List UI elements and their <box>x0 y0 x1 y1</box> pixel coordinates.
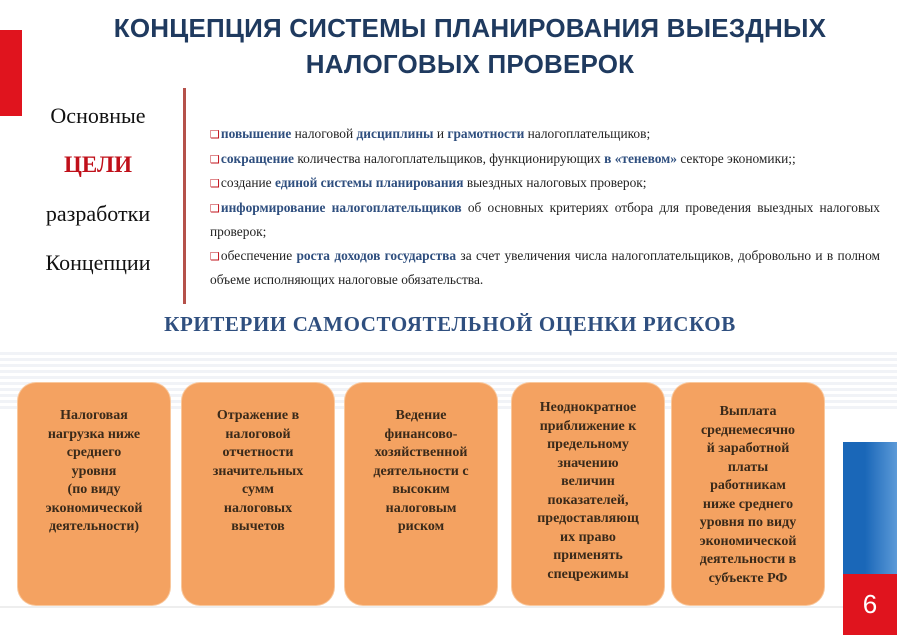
goal-text: обеспечение <box>220 247 297 263</box>
goal-text: создание <box>220 175 275 190</box>
goal-text: количества налогоплательщиков, функционирующих <box>294 150 605 166</box>
criterion-card <box>18 383 170 605</box>
goal-text: секторе экономики;; <box>676 150 796 166</box>
criterion-card <box>182 383 334 605</box>
goals-label-line-1: Основные <box>50 103 146 128</box>
goal-item <box>210 244 880 292</box>
goals-list <box>210 122 880 292</box>
bullet-icon: ❑ <box>210 177 220 190</box>
side-blue-gradient <box>865 442 897 574</box>
goal-highlight: информирование налогоплательщиков <box>220 199 462 215</box>
goal-highlight: грамотности <box>447 126 525 141</box>
criterion-card <box>512 383 664 605</box>
vertical-divider <box>183 88 186 304</box>
goal-text: выездных налоговых проверок; <box>463 175 647 190</box>
goal-text: об основных критериях отбора для проведения выездных налоговых проверок; <box>210 199 881 239</box>
criterion-text: Налоговая нагрузка ниже среднего уровня (по виду экономической деятельности) <box>45 408 143 534</box>
goal-highlight: в «теневом» <box>604 150 677 166</box>
goal-highlight: роста доходов государства <box>296 247 457 263</box>
criterion-text: Ведение финансово- хозяйственной деятельности с высоким налоговым риском <box>373 408 469 534</box>
title-line-2: НАЛОГОВЫХ ПРОВЕРОК <box>305 49 635 79</box>
criteria-heading: КРИТЕРИИ САМОСТОЯТЕЛЬНОЙ ОЦЕНКИ РИСКОВ <box>164 312 736 336</box>
goal-highlight: дисциплины <box>356 126 434 141</box>
goal-text: налогоплательщиков; <box>524 126 651 141</box>
goal-item <box>210 171 880 196</box>
criterion-card <box>672 383 824 605</box>
criterion-text: Неоднократное приближение к предельному значению величин показателей, предоставляющ их право применять спецрежимы <box>537 400 639 582</box>
goal-highlight: повышение <box>220 126 292 141</box>
criterion-text: Отражение в налоговой отчетности значительных сумм налоговых вычетов <box>212 408 304 534</box>
goal-item <box>210 147 880 172</box>
goal-item <box>210 196 880 244</box>
slide-title <box>80 10 860 82</box>
goal-text: налоговой <box>291 126 357 141</box>
criterion-text: Выплата среднемесячно й заработной платы работникам ниже среднего уровня по виду экономической деятельности в субъекте РФ <box>699 404 797 586</box>
bullet-icon: ❑ <box>210 249 220 263</box>
goals-label-line-3: разработки <box>45 201 151 226</box>
goal-highlight: единой системы планирования <box>274 175 464 190</box>
bottom-divider <box>0 606 843 608</box>
bullet-icon: ❑ <box>210 152 220 166</box>
bullet-icon: ❑ <box>210 128 220 141</box>
goals-label-line-4: Концепции <box>45 250 151 275</box>
goal-item <box>210 122 880 147</box>
title-line-1: КОНЦЕПЦИЯ СИСТЕМЫ ПЛАНИРОВАНИЯ ВЫЕЗДНЫХ <box>113 13 827 43</box>
goal-highlight: сокращение <box>220 150 294 166</box>
bullet-icon: ❑ <box>210 201 220 215</box>
page-number: 6 <box>843 574 897 635</box>
goals-label <box>18 96 178 292</box>
goal-text: за счет увеличения числа налогоплательщиков, добровольно и в полном объеме исполняющих налоговые обязательства. <box>210 247 880 287</box>
criterion-card <box>345 383 497 605</box>
goals-label-accent: ЦЕЛИ <box>64 152 132 177</box>
goal-text: и <box>433 126 448 141</box>
